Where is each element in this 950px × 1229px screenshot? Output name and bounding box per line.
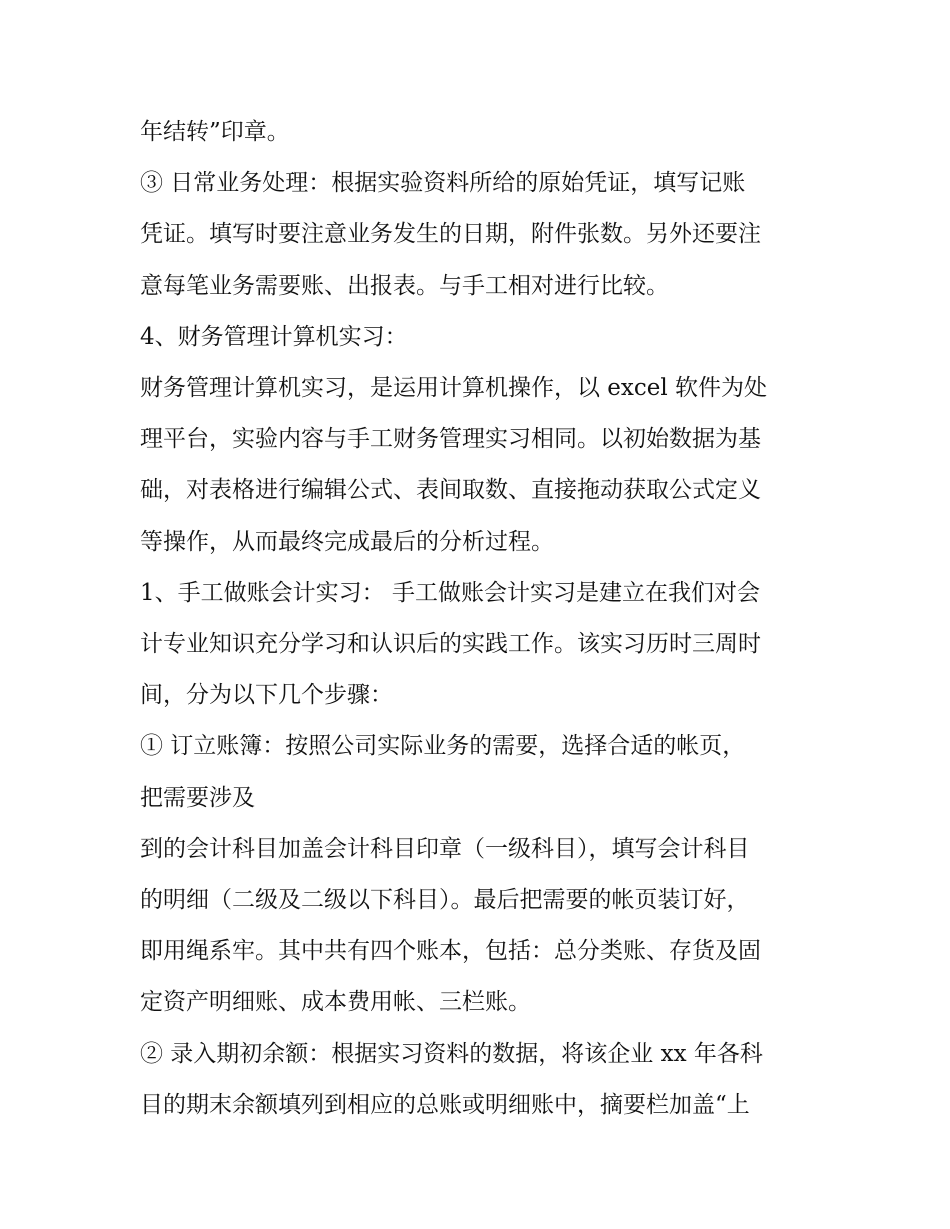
- text-line: 目的期末余额填列到相应的总账或明细账中，摘要栏加盖“上: [140, 1091, 750, 1118]
- text-line: 的明细（二级及二级以下科目）。最后把需要的帐页装订好，: [140, 887, 750, 914]
- text-line: 计专业知识充分学习和认识后的实践工作。该实习历时三周时: [140, 631, 761, 658]
- text-line: 财务管理计算机实习，是运用计算机操作，以 excel 软件为处: [140, 375, 768, 402]
- text-line: 年结转”印章。: [140, 119, 290, 145]
- text-line: 意每笔业务需要账、出报表。与手工相对进行比较。: [140, 272, 669, 299]
- text-line: ① 订立账簿：按照公司实际业务的需要，选择合适的帐页，: [140, 733, 746, 760]
- text-line: 等操作，从而最终完成最后的分析过程。: [140, 528, 554, 555]
- document-body: [140, 107, 820, 1131]
- text-line: 理平台，实验内容与手工财务管理实习相同。以初始数据为基: [140, 426, 761, 453]
- text-line: 把需要涉及: [140, 784, 255, 811]
- text-line: 1、手工做账会计实习： 手工做账会计实习是建立在我们对会: [140, 579, 760, 606]
- text-line: 凭证。填写时要注意业务发生的日期，附件张数。另外还要注: [140, 221, 761, 248]
- text-line: 础，对表格进行编辑公式、表间取数、直接拖动获取公式定义: [140, 477, 761, 504]
- text-line: 定资产明细账、成本费用帐、三栏账。: [140, 989, 531, 1016]
- text-line: 即用绳系牢。其中共有四个账本，包括：总分类账、存货及固: [140, 938, 761, 965]
- text-line: 到的会计科目加盖会计科目印章（一级科目），填写会计科目: [140, 835, 750, 862]
- text-line: ③ 日常业务处理：根据实验资料所给的原始凭证，填写记账: [140, 170, 746, 197]
- section-heading: 4、财务管理计算机实习：: [140, 323, 408, 350]
- text-line: 间，分为以下几个步骤：: [140, 682, 393, 709]
- text-line: ② 录入期初余额：根据实习资料的数据，将该企业 xx 年各科: [140, 1040, 763, 1067]
